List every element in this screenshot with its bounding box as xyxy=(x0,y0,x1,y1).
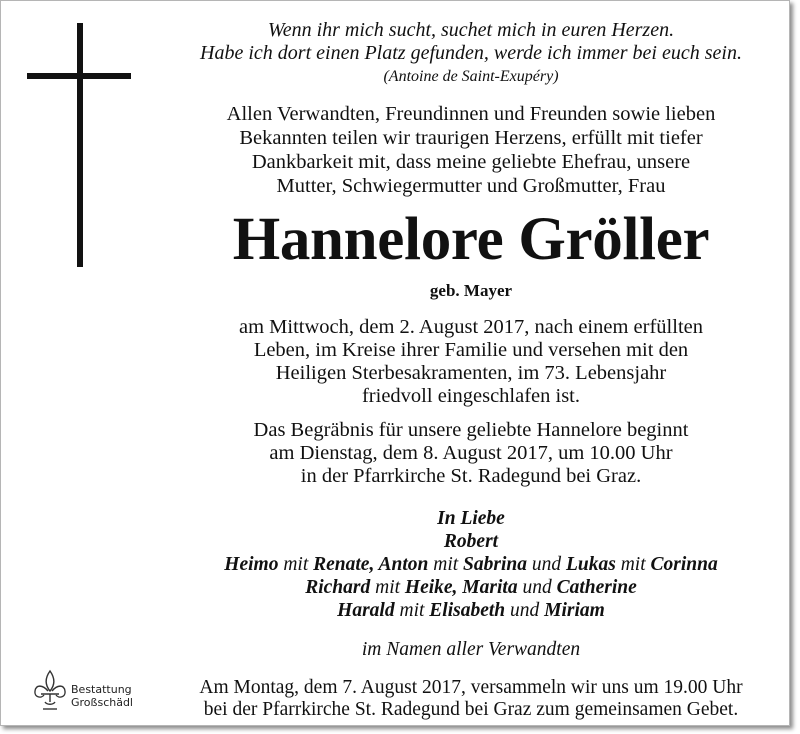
mourners-heading xyxy=(151,507,791,553)
logo-line: Großschädl xyxy=(71,696,133,709)
intro-line: Allen Verwandten, Freundinnen und Freunden sowie lieben xyxy=(226,103,716,125)
prayer-line: Am Montag, dem 7. August 2017, versammeln wir uns um 19.00 Uhr xyxy=(199,677,743,698)
quote-line: Wenn ihr mich sucht, suchet mich in euren Herzen. xyxy=(267,19,675,41)
mourner-name: Richard xyxy=(305,577,371,598)
intro-line: Mutter, Schwiegermutter und Großmutter, Frau xyxy=(276,175,666,197)
mourners-line xyxy=(151,576,791,599)
burial-line: am Dienstag, dem 8. August 2017, um 10.00 Uhr xyxy=(269,442,673,464)
mourners-list xyxy=(151,553,791,622)
mourner-name: Corinna xyxy=(650,554,718,575)
mourner-name: Elisabeth xyxy=(429,600,506,621)
prayer-notice xyxy=(151,677,791,721)
death-line: Heiligen Sterbesakramenten, im 73. Lebensjahr xyxy=(275,362,667,384)
connector: mit xyxy=(370,577,405,598)
connector: und xyxy=(517,577,557,598)
relatives-note: im Namen aller Verwandten xyxy=(361,639,581,660)
prayer-line: bei der Pfarrkirche St. Radegund bei Graz zum gemeinsamen Gebet. xyxy=(203,699,739,720)
intro-line: Dankbarkeit mit, dass meine geliebte Ehefrau, unsere xyxy=(251,151,691,173)
intro-text xyxy=(151,102,791,198)
logo-line: Bestattung xyxy=(71,683,132,696)
burial-details xyxy=(151,419,791,488)
mourner-name: Sabrina xyxy=(463,554,527,575)
quote-line: Habe ich dort einen Platz gefunden, werde ich immer bei euch sein. xyxy=(200,42,742,64)
burial-line: Das Begräbnis für unsere geliebte Hannelore beginnt xyxy=(253,419,689,441)
connector: mit xyxy=(428,554,464,575)
spouse-name: Robert xyxy=(443,531,499,552)
death-details xyxy=(151,316,791,408)
fleur-de-lis-icon xyxy=(33,669,67,713)
connector: und xyxy=(526,554,566,575)
connector: mit xyxy=(615,554,651,575)
death-line: friedvoll eingeschlafen ist. xyxy=(361,385,581,407)
mourners-line xyxy=(151,553,791,576)
mourner-name: Harald xyxy=(337,600,395,621)
connector: und xyxy=(505,600,545,621)
mourner-name: Heike, Marita xyxy=(404,577,518,598)
quote-author: (Antoine de Saint-Exupéry) xyxy=(383,68,559,85)
mourner-name: Miriam xyxy=(544,600,605,621)
connector: mit xyxy=(394,600,430,621)
death-line: Leben, im Kreise ihrer Familie und versehen mit den xyxy=(253,339,689,361)
death-line: am Mittwoch, dem 2. August 2017, nach einem erfüllten xyxy=(238,316,703,338)
in-love-label: In Liebe xyxy=(437,508,505,529)
deceased-name: Hannelore Gröller xyxy=(232,206,710,273)
funeral-home-logo xyxy=(33,669,153,715)
connector: mit xyxy=(278,554,314,575)
mourner-name: Lukas xyxy=(565,554,616,575)
mourners-line xyxy=(151,599,791,622)
intro-line: Bekannten teilen wir traurigen Herzens, erfüllt mit tiefer xyxy=(239,127,703,149)
mourner-name: Heimo xyxy=(224,554,279,575)
maiden-name: geb. Mayer xyxy=(429,281,513,300)
mourner-name: Catherine xyxy=(556,577,637,598)
mourner-name: Renate, Anton xyxy=(313,554,429,575)
burial-line: in der Pfarrkirche St. Radegund bei Graz. xyxy=(300,465,642,487)
quote xyxy=(151,19,791,89)
